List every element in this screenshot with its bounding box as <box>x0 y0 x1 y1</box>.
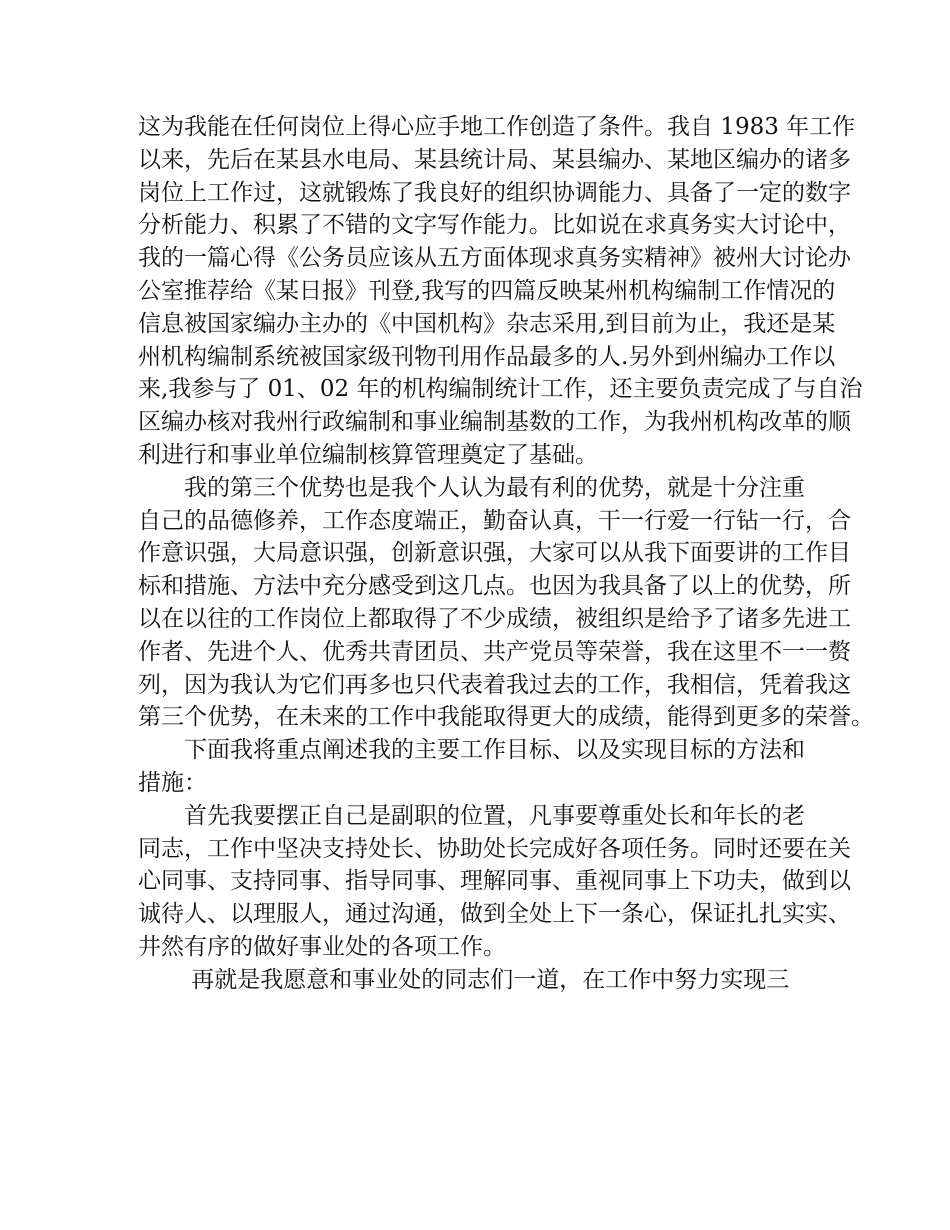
text-line: 公室推荐给《某日报》刊登,我写的四篇反映某州机构编制工作情况的 <box>138 277 836 304</box>
text-line: 同志，工作中坚决支持处长、协助处长完成好各项任务。同时还要在关 <box>138 835 851 862</box>
text-line: 诚待人、以理服人，通过沟通，做到全处上下一条心，保证扎扎实实、 <box>138 901 851 928</box>
text-line: 下面我将重点阐述我的主要工作目标、以及实现目标的方法和 <box>138 737 805 764</box>
text-line: 区编办核对我州行政编制和事业编制基数的工作，为我州机构改革的顺 <box>138 409 851 436</box>
text-line: 以在以往的工作岗位上都取得了不少成绩，被组织是给予了诸多先进工 <box>138 605 851 632</box>
text-line: 作者、先进个人、优秀共青团员、共产党员等荣誉，我在这里不一一赘 <box>138 638 851 665</box>
text-line: 分析能力、积累了不错的文字写作能力。比如说在求真务实大讨论中， <box>138 212 851 239</box>
text-line: 再就是我愿意和事业处的同志们一道，在工作中努力实现三 <box>138 966 790 993</box>
text-line: 标和措施、方法中充分感受到这几点。也因为我具备了以上的优势，所 <box>138 573 851 600</box>
text-line: 列，因为我认为它们再多也只代表着我过去的工作，我相信，凭着我这 <box>138 671 851 698</box>
text-line: 自己的品德修养，工作态度端正，勤奋认真，干一行爱一行钻一行，合 <box>138 507 851 534</box>
text-line: 第三个优势，在未来的工作中我能取得更大的成绩，能得到更多的荣誉。 <box>138 704 874 731</box>
document-page <box>138 111 874 997</box>
text-line: 我的第三个优势也是我个人认为最有利的优势，就是十分注重 <box>138 474 805 501</box>
text-line: 心同事、支持同事、指导同事、理解同事、重视同事上下功夫，做到以 <box>138 868 851 895</box>
text-line: 岗位上工作过，这就锻炼了我良好的组织协调能力、具备了一定的数字 <box>138 179 851 206</box>
text-line: 措施： <box>138 769 207 796</box>
text-line: 来,我参与了 01、02 年的机构编制统计工作，还主要负责完成了与自治 <box>138 376 863 403</box>
text-line: 首先我要摆正自己是副职的位置，凡事要尊重处长和年长的老 <box>138 802 805 829</box>
text-line: 以来，先后在某县水电局、某县统计局、某县编办、某地区编办的诸多 <box>138 146 851 173</box>
text-line: 信息被国家编办主办的《中国机构》杂志采用,到目前为止，我还是某 <box>138 310 836 337</box>
text-line: 我的一篇心得《公务员应该从五方面体现求真务实精神》被州大讨论办 <box>138 245 851 272</box>
text-line: 这为我能在任何岗位上得心应手地工作创造了条件。我自 1983 年工作 <box>138 114 856 140</box>
text-line: 井然有序的做好事业处的各项工作。 <box>138 933 506 960</box>
text-line: 利进行和事业单位编制核算管理奠定了基础。 <box>138 441 598 468</box>
text-line: 州机构编制系统被国家级刊物刊用作品最多的人.另外到州编办工作以 <box>138 343 836 370</box>
text-line: 作意识强，大局意识强，创新意识强，大家可以从我下面要讲的工作目 <box>138 540 851 567</box>
